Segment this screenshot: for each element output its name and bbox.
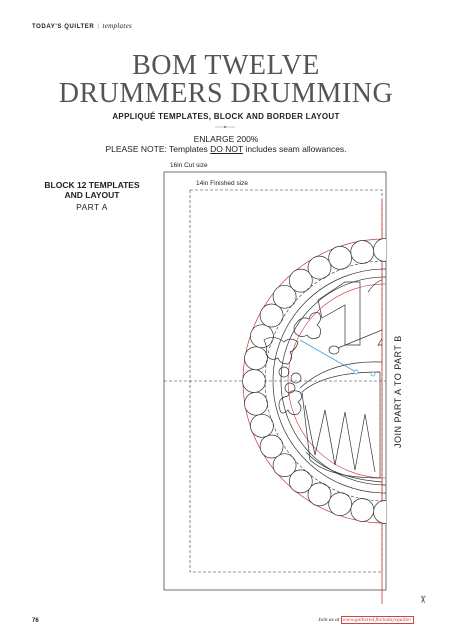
scallop-circle xyxy=(439,483,452,506)
drum-lacing xyxy=(305,405,375,472)
drum-body xyxy=(302,372,380,478)
title-line-2: DRUMMERS DRUMMING xyxy=(58,78,394,109)
seam-note-suffix: includes seam allowances. xyxy=(243,144,347,154)
page-subtitle: APPLIQUÉ TEMPLATES, BLOCK AND BORDER LAYOUT xyxy=(112,112,340,121)
scallop-circle xyxy=(351,241,374,264)
scallop-circle xyxy=(396,241,419,264)
header-separator: | xyxy=(97,24,100,30)
footer-prefix: Join us at xyxy=(318,617,340,623)
scallop-circle xyxy=(243,370,266,393)
scallop-circle xyxy=(250,414,273,437)
drum-stick-head xyxy=(329,346,339,354)
guide-dot xyxy=(354,370,358,374)
scallop-circle xyxy=(245,347,268,370)
page-number: 76 xyxy=(32,618,39,624)
seam-note-emphasis: DO NOT xyxy=(210,144,244,154)
footer-link[interactable]: www.gathered.fm/todaysquilter xyxy=(342,617,412,623)
footer-credit xyxy=(318,617,414,623)
scallop-circle xyxy=(418,493,441,516)
holly-berry xyxy=(285,383,295,393)
join-instruction: JOIN PART A TO PART B xyxy=(393,335,403,448)
scallop-circle xyxy=(351,499,374,522)
numeral-one-shape xyxy=(318,282,360,345)
block-title-line-1: BLOCK 12 TEMPLATES xyxy=(44,180,140,190)
seam-note-prefix: PLEASE NOTE: Templates xyxy=(105,144,211,154)
part-label: PART A xyxy=(76,202,108,212)
scallop-circle xyxy=(374,239,397,262)
cut-size-label: 16in Cut size xyxy=(170,162,208,169)
scallop-circle xyxy=(439,256,452,279)
title-line-1: BOM TWELVE xyxy=(132,50,320,81)
magazine-brand: TODAY'S QUILTER xyxy=(32,24,95,30)
section-name: templates xyxy=(102,22,133,30)
block-title-line-2: AND LAYOUT xyxy=(64,190,120,200)
finished-size-label: 14in Finished size xyxy=(196,180,249,187)
guide-dot xyxy=(371,372,375,376)
holly-berry xyxy=(291,373,301,383)
holly-berry xyxy=(279,367,289,377)
scallop-circle xyxy=(396,499,419,522)
scallop-circle xyxy=(329,493,352,516)
scissors-icon: ✂ xyxy=(416,595,428,604)
scallop-circle xyxy=(250,325,273,348)
scallop-ring xyxy=(243,239,452,524)
enlarge-instruction: ENLARGE 200% xyxy=(193,134,259,144)
holly-leaf-top xyxy=(294,313,321,339)
scallop-circle xyxy=(245,392,268,415)
scallop-circle xyxy=(329,246,352,269)
scallop-circle xyxy=(374,501,397,524)
scallop-circle xyxy=(418,246,441,269)
